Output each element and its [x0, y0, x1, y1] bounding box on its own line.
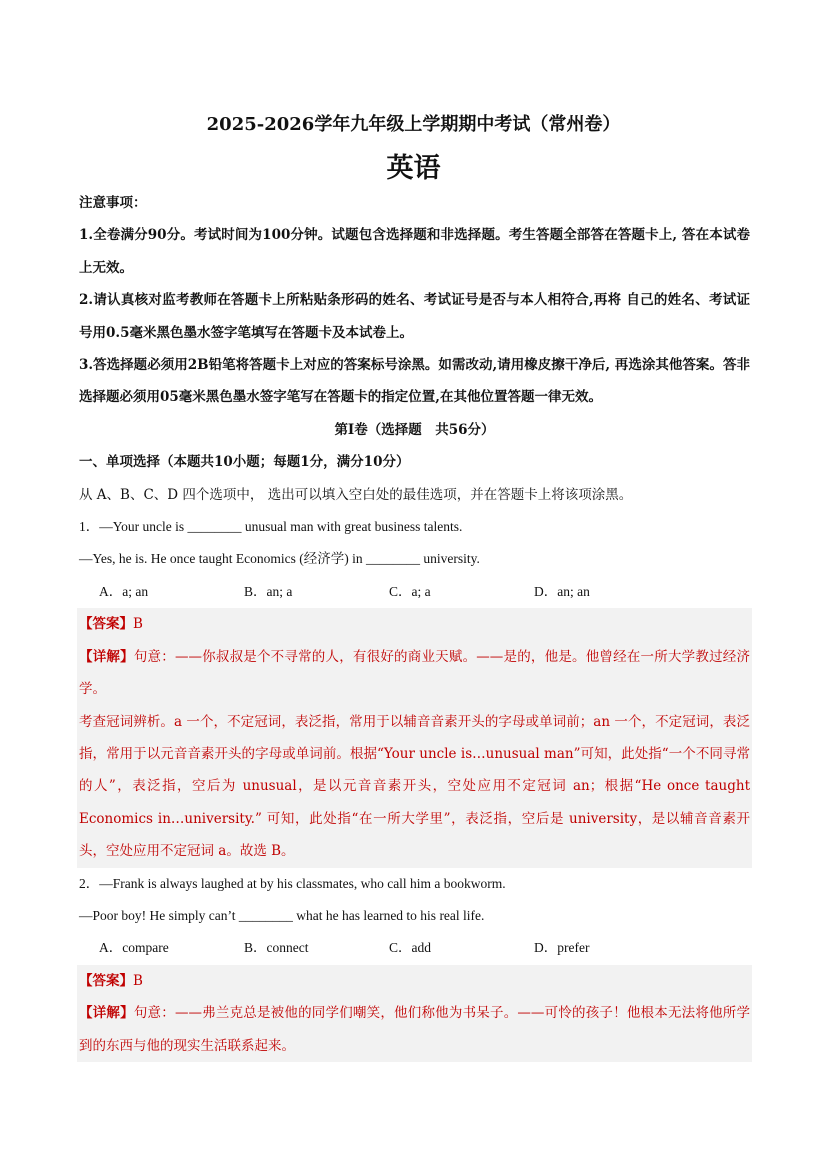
notice-heading: 注意事项：	[79, 195, 147, 211]
answer-box	[77, 965, 752, 1062]
answer-label: 【答案】	[79, 616, 133, 633]
answer-label: 【答案】	[79, 972, 133, 989]
part-title: 第Ⅰ卷（选择题 共56分）	[334, 421, 495, 438]
exam-title: 2025-2026学年九年级上学期期中考试（常州卷）	[206, 114, 621, 135]
question-line: 1．—Your uncle is ________ unusual man with great business talents.	[79, 519, 463, 535]
exam-subject: 英语	[386, 153, 441, 184]
option-b: B．connect	[244, 940, 309, 956]
section-title: 一、单项选择（本题共10小题；每题1分，满分10分）	[79, 454, 410, 471]
question-line: —Poor boy! He simply can’t ________ what he has learned to his real life.	[79, 907, 485, 923]
option-c: C．a; a	[389, 583, 431, 599]
option-a: A．compare	[99, 940, 169, 956]
option-b: B．an; a	[244, 583, 293, 599]
document-body	[79, 187, 750, 1062]
notice-item-2: 2.请认真核对监考教师在答题卡上所粘贴条形码的姓名、考试证号是否与本人相符合,再将 自己的姓名、考试证号用0.5毫米黑色墨水签字笔填写在答题卡及本试卷上。	[79, 292, 750, 341]
answer-box	[77, 608, 752, 867]
question-2	[79, 868, 750, 1062]
section-instruction: 从 A、B、C、D 四个选项中， 选出可以填入空白处的最佳选项，并在答题卡上将该项涂黑。	[79, 486, 633, 503]
detail-text: 句意：——弗兰克总是被他的同学们嘲笑，他们称他为书呆子。——可怜的孩子！他根本无法将他所学到的东西与他的现实生活联系起来。	[79, 1005, 751, 1054]
question-line: —Yes, he is. He once taught Economics (经济学) in ________ university.	[79, 551, 480, 567]
detail-text: 句意：——你叔叔是个不寻常的人，有很好的商业天赋。——是的，他是。他曾经在一所大学教过经济学。	[79, 648, 751, 698]
option-d: D．an; an	[534, 583, 590, 599]
answer-value: B	[133, 972, 143, 989]
analysis-text: 考查冠词辨析。a 一个，不定冠词，表泛指，常用于以辅音音素开头的字母或单词前；an 一个，不定冠词，表泛指，常用于以元音音素开头的字母或单词前。根据“Your uncle is…unusual man”可知，此处指“一个不同寻常的人”，表泛指，空后为 unusual，是以元音音素开头，空处应用不定冠词 an；根据“He once taught Economics in…university.” 可知，此处指“在一所大学里”，表泛指，空后是 university，是以辅音音素开头，空处应用不定冠词 a。故选 B。	[79, 713, 750, 860]
option-d: D．prefer	[534, 940, 590, 956]
options	[79, 932, 750, 964]
notice-item-1: 1.全卷满分90分。考试时间为100分钟。试题包含选择题和非选择题。考生答题全部答在答题卡上, 答在本试卷上无效。	[79, 227, 750, 276]
option-a: A．a; an	[99, 583, 149, 599]
options	[79, 576, 750, 608]
question-1	[79, 511, 750, 867]
option-c: C．add	[389, 940, 431, 956]
detail-label: 【详解】	[79, 1005, 134, 1022]
question-line: 2．—Frank is always laughed at by his classmates, who call him a bookworm.	[79, 875, 506, 891]
detail-label: 【详解】	[79, 648, 134, 665]
answer-value: B	[133, 616, 143, 633]
notice-item-3: 3.答选择题必须用2B铅笔将答题卡上对应的答案标号涂黑。如需改动,请用橡皮擦干净后, 再选涂其他答案。答非选择题必须用05毫米黑色墨水签字笔写在答题卡的指定位置,在其他位置答题一律无效。	[79, 357, 750, 406]
